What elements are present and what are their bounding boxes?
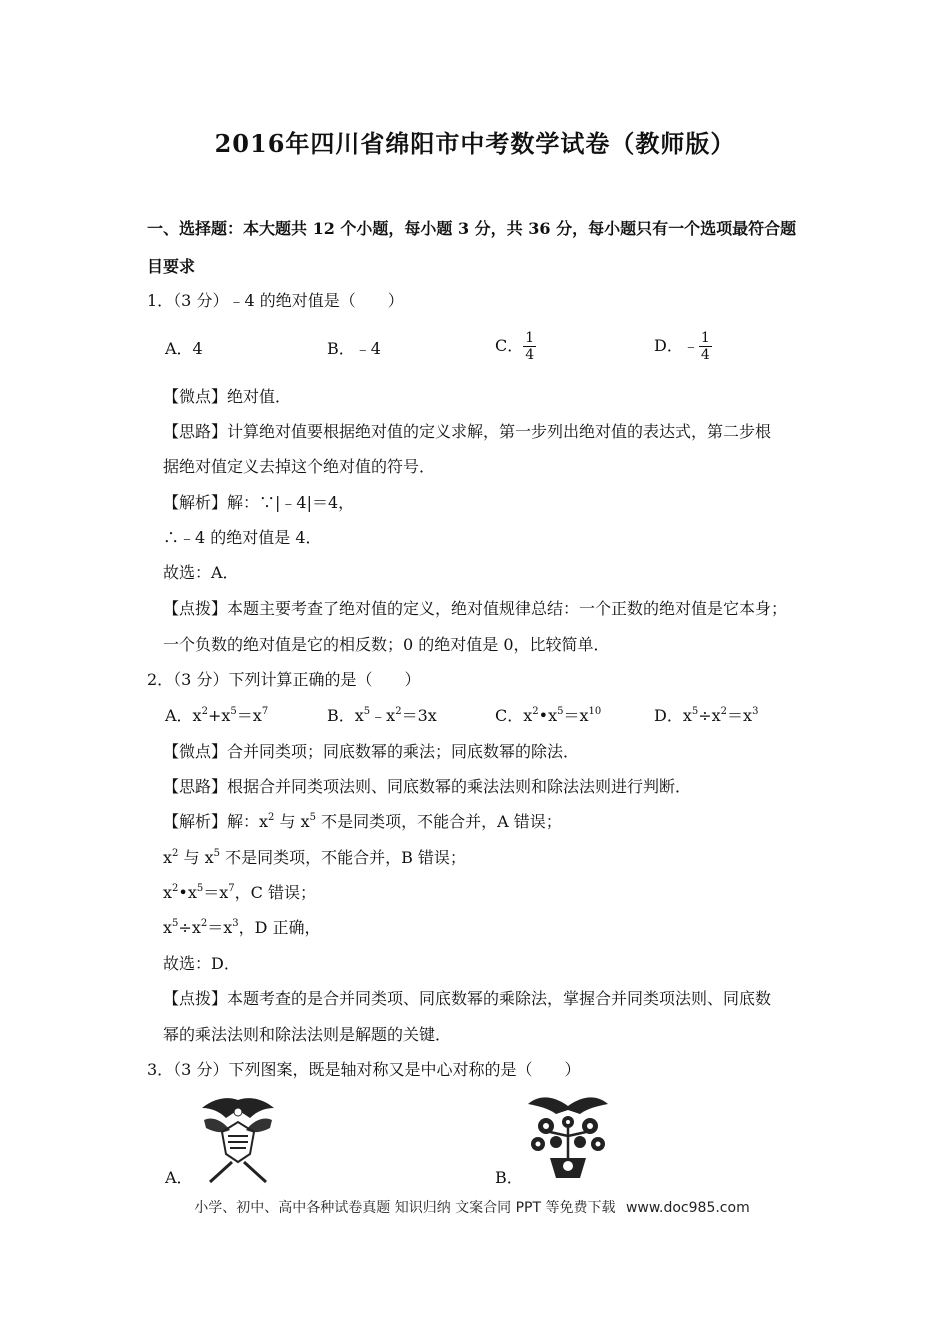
- q1-jiexi-cont: ∴﹣4 的绝对值是 4．: [163, 528, 322, 547]
- q1-option-c-prefix: C．: [495, 336, 524, 355]
- q3-stem: 3．（3 分）下列图案，既是轴对称又是中心对称的是（ ）: [147, 1060, 581, 1079]
- q1-option-d-fraction: [699, 330, 712, 363]
- page-footer: [0, 1197, 950, 1217]
- q2-stem: 2．（3 分）下列计算正确的是（ ）: [147, 670, 421, 689]
- fraction-numerator: 1: [700, 330, 710, 346]
- page-title: 2016年四川省绵阳市中考数学试卷（教师版）: [214, 129, 736, 158]
- q1-option-a: A．4: [165, 339, 203, 358]
- q3-option-b: B．: [495, 1168, 523, 1187]
- q2-jiexi: 【解析】解：$x^2$ 与 $x^5$ 不是同类项，不能合并，A 错误；: [163, 812, 562, 831]
- q1-jiexi: 【解析】解：∵|﹣4|＝4，: [163, 493, 355, 512]
- q2-silu: 【思路】根据合并同类项法则、同底数幂的乘法法则和除法法则进行判断．: [163, 777, 692, 796]
- q2-jiexi-line4: $x^5\div x^2=x^3$，D 正确，: [163, 918, 321, 937]
- q1-option-b: B．﹣4: [327, 339, 381, 358]
- q2-weidian: 【微点】合并同类项；同底数幂的乘法；同底数幂的除法．: [163, 742, 580, 761]
- q3-option-a-figure: [192, 1092, 284, 1184]
- fraction-denominator: 4: [525, 347, 535, 363]
- q2-option-c: C．$x^2•x^5=x^{10}$: [495, 706, 602, 725]
- fraction-numerator: 1: [525, 330, 535, 346]
- footer-text: 小学、初中、高中各种试卷真题 知识归纳 文案合同 PPT 等免费下载: [194, 1200, 616, 1216]
- q1-option-c-fraction: [523, 330, 536, 363]
- q1-dianbo-cont: 一个负数的绝对值是它的相反数；0 的绝对值是 0，比较简单．: [163, 635, 610, 654]
- q1-silu: 【思路】计算绝对值要根据绝对值的定义求解，第一步列出绝对值的表达式，第二步根: [163, 422, 772, 441]
- q1-option-d-prefix: D．: [654, 336, 683, 355]
- fraction-denominator: 4: [700, 347, 710, 363]
- q2-option-d: D．$x^5\div x^2=x^3$: [654, 706, 759, 725]
- q1-silu-cont: 据绝对值定义去掉这个绝对值的符号．: [163, 457, 436, 476]
- q1-option-c: [495, 330, 536, 363]
- q2-jiexi-line3: $x^2•x^5=x^7$，C 错误；: [163, 883, 316, 902]
- footer-url[interactable]: www.doc985.com: [625, 1200, 750, 1216]
- q2-jiexi-line2: $x^2$ 与 $x^5$ 不是同类项，不能合并，B 错误；: [163, 848, 466, 867]
- q1-option-d-sign: ﹣: [682, 336, 699, 355]
- q2-dianbo-cont: 幂的乘法法则和除法法则是解题的关键．: [163, 1025, 452, 1044]
- q1-dianbo: 【点拨】本题主要考查了绝对值的定义，绝对值规律总结：一个正数的绝对值是它本身；: [163, 599, 788, 618]
- q3-option-a: A．: [165, 1168, 193, 1187]
- q1-option-d: [654, 330, 712, 363]
- q3-option-b-figure: [520, 1092, 616, 1182]
- q2-answer: 故选：D．: [163, 954, 240, 973]
- section-heading-cont: 目要求: [147, 257, 196, 276]
- q2-option-a: A．$x^2+x^5=x^7$: [165, 706, 269, 725]
- q2-option-b: B．$x^5﹣x^2=3x$: [327, 706, 437, 725]
- q1-answer: 故选：A．: [163, 563, 239, 582]
- q1-weidian: 【微点】绝对值．: [163, 387, 292, 406]
- section-heading: 一、选择题：本大题共 12 个小题，每小题 3 分，共 36 分，每小题只有一个选项最符合题: [147, 219, 797, 238]
- q2-dianbo: 【点拨】本题考查的是合并同类项、同底数幂的乘除法，掌握合并同类项法则、同底数: [163, 989, 772, 1008]
- q1-stem: 1．（3 分）﹣4 的绝对值是（ ）: [147, 291, 404, 310]
